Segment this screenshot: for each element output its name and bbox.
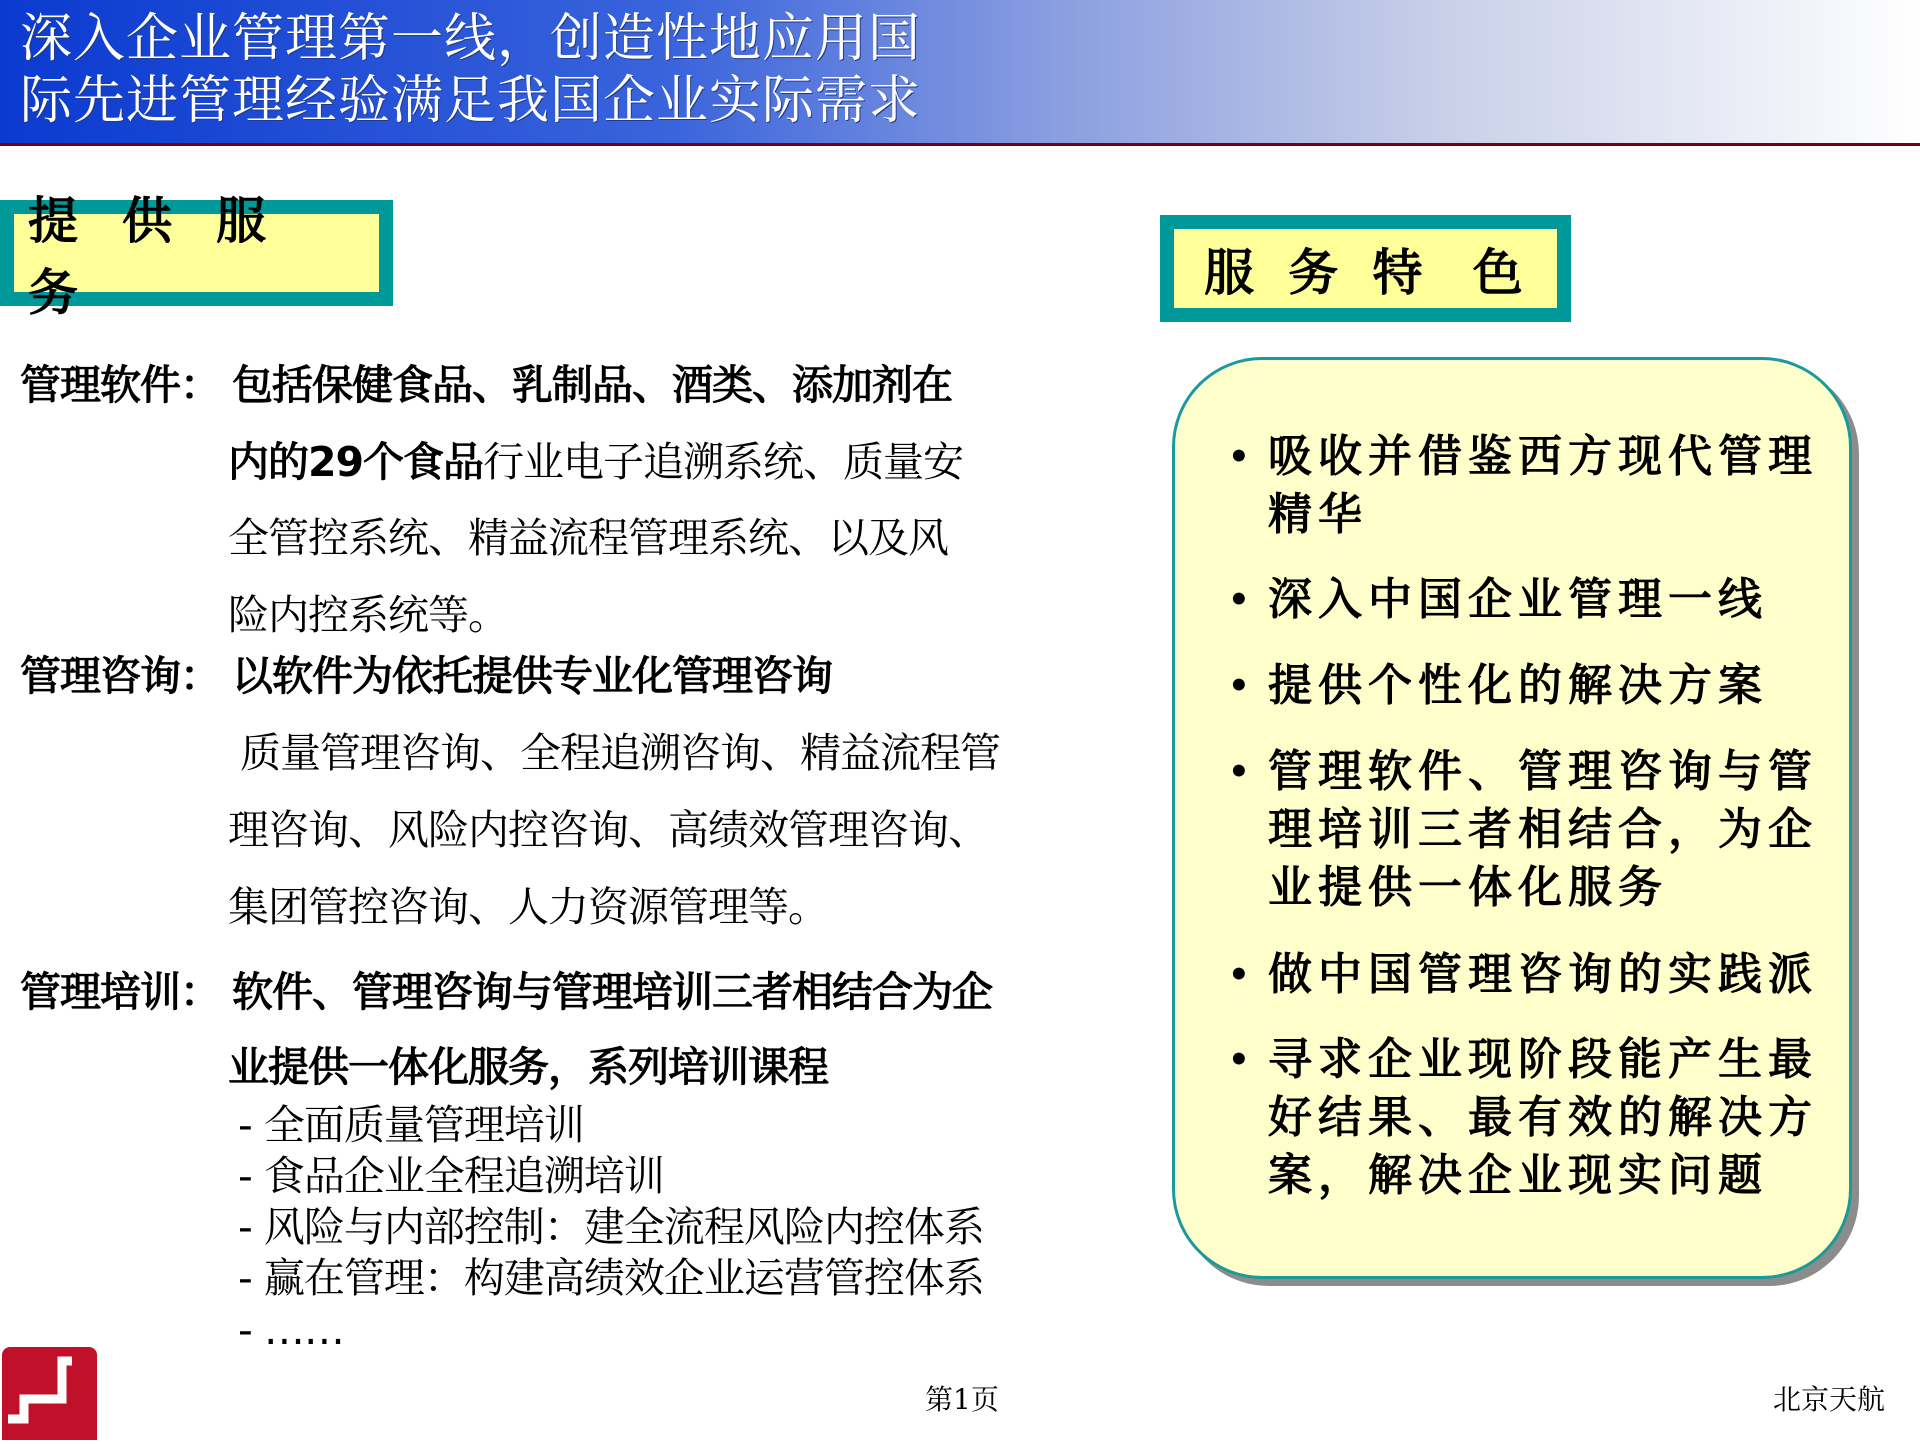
consulting-line: 理咨询、风险内控咨询、高绩效管理咨询、 (228, 806, 988, 854)
software-line: 内的29个食品行业电子追溯系统、质量安 (228, 438, 964, 486)
consulting-label: 管理咨询： (20, 652, 220, 700)
feature-bullet: • 做中国管理咨询的实践派 (1228, 946, 1848, 1004)
features-heading-char: 服 (1204, 242, 1254, 302)
bullet-icon: • (1228, 752, 1256, 792)
title-line-2: 际先进管理经验满足我国企业实际需求 (20, 71, 922, 131)
title-divider (0, 143, 1920, 146)
feature-bullet: • 提供个性化的解决方案 (1228, 657, 1848, 715)
feature-bullet: • 深入中国企业管理一线 (1228, 571, 1848, 629)
services-heading: 提供服务 (28, 191, 310, 322)
feature-bullet: • 寻求企业现阶段能产生最好结果、最有效的解决方案，解决企业现实问题 (1228, 1031, 1848, 1205)
course-item: - …… (238, 1306, 344, 1354)
training-label: 管理培训： (20, 968, 220, 1016)
features-heading-char: 务 (1288, 242, 1339, 302)
page-title (20, 8, 921, 132)
course-item: - 赢在管理：构建高绩效企业运营管控体系 (238, 1254, 984, 1302)
features-heading-char: 特 (1372, 242, 1423, 302)
software-line: 全管控系统、精益流程管理系统、以及风 (228, 514, 948, 562)
bullet-icon: • (1228, 666, 1256, 706)
course-item: - 风险与内部控制：建全流程风险内控体系 (238, 1203, 984, 1251)
organization-name: 北京天航 (1773, 1383, 1886, 1416)
page-number: 第1页 (925, 1383, 999, 1416)
consulting-line: 质量管理咨询、全程追溯咨询、精益流程管 (228, 729, 1001, 777)
course-item: - 全面质量管理培训 (238, 1101, 584, 1149)
bullet-icon: • (1228, 1040, 1256, 1080)
features-heading-char: 色 (1472, 242, 1523, 302)
feature-bullet: • 吸收并借鉴西方现代管理精华 (1228, 428, 1848, 544)
training-line: 软件、管理咨询与管理培训三者相结合为企 (232, 968, 992, 1016)
title-line-1: 深入企业管理第一线，创造性地应用国 (20, 9, 922, 69)
software-line: 险内控系统等。 (228, 591, 508, 639)
consulting-line: 集团管控咨询、人力资源管理等。 (228, 883, 828, 931)
services-heading-box (0, 191, 393, 322)
company-logo-icon (2, 1347, 97, 1440)
bullet-icon: • (1228, 437, 1256, 477)
bullet-icon: • (1228, 580, 1256, 620)
feature-bullet: • 管理软件、管理咨询与管理培训三者相结合，为企业提供一体化服务 (1228, 743, 1848, 917)
features-heading-box (1160, 215, 1571, 322)
software-line: 包括保健食品、乳制品、酒类、添加剂在 (232, 361, 952, 409)
consulting-line: 以软件为依托提供专业化管理咨询 (232, 652, 832, 700)
bullet-icon: • (1228, 955, 1256, 995)
course-item: - 食品企业全程追溯培训 (238, 1152, 664, 1200)
training-line: 业提供一体化服务，系列培训课程 (228, 1043, 828, 1091)
software-label: 管理软件： (20, 361, 220, 409)
